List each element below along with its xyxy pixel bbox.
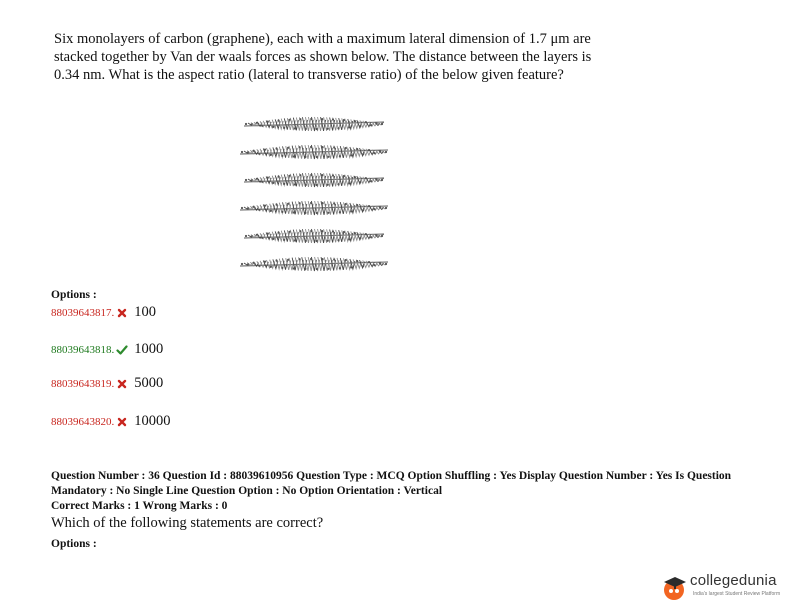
option-id: 88039643817. [51,306,115,319]
logo-wordmark: collegedunia [690,572,777,589]
option-value: 1000 [134,341,164,357]
question-text: Six monolayers of carbon (graphene), each with a maximum lateral dimension of 1.7 μm are stacked together by Van der waals forces as shown below. The distance between the layers is 0.34 nm. What is the aspect ratio (lateral to transverse ratio) of the below given feature? [54,31,592,83]
graduation-cap-icon [662,574,688,602]
graphene-layer [244,173,384,187]
graphene-layers-figure [236,112,396,274]
check-icon [116,344,128,356]
collegedunia-logo [662,572,790,606]
options-label: Options : [51,289,97,301]
graphene-layer [244,229,384,243]
option-value: 5000 [134,375,164,391]
question-meta-line: Question Number : 36 Question Id : 88039610956 Question Type : MCQ Option Shuffling : Yes Display Question Number : Yes Is Question Mandatory : No Single Line Question Option : No Option Orientation : Vertical [51,470,732,497]
option-4[interactable] [51,413,171,430]
logo-tagline: India's largest Student Review Platform [693,591,781,597]
graphene-layer [240,257,388,271]
graphene-layer [240,201,388,215]
marks-line: Correct Marks : 1 Wrong Marks : 0 [51,500,228,512]
option-3[interactable] [51,375,163,392]
option-id: 88039643820. [51,415,115,428]
question-metadata [51,469,741,514]
next-options-label: Options : [51,538,97,550]
next-question-text: Which of the following statements are correct? [51,515,324,531]
option-2[interactable] [51,341,163,358]
cross-icon [116,307,128,319]
option-value: 100 [134,304,156,320]
graphene-layer [240,145,388,159]
option-1[interactable] [51,304,156,321]
graphene-layer [244,117,384,131]
option-id: 88039643818. [51,343,115,356]
cross-icon [116,416,128,428]
option-value: 10000 [134,413,171,429]
cross-icon [116,378,128,390]
option-id: 88039643819. [51,377,115,390]
